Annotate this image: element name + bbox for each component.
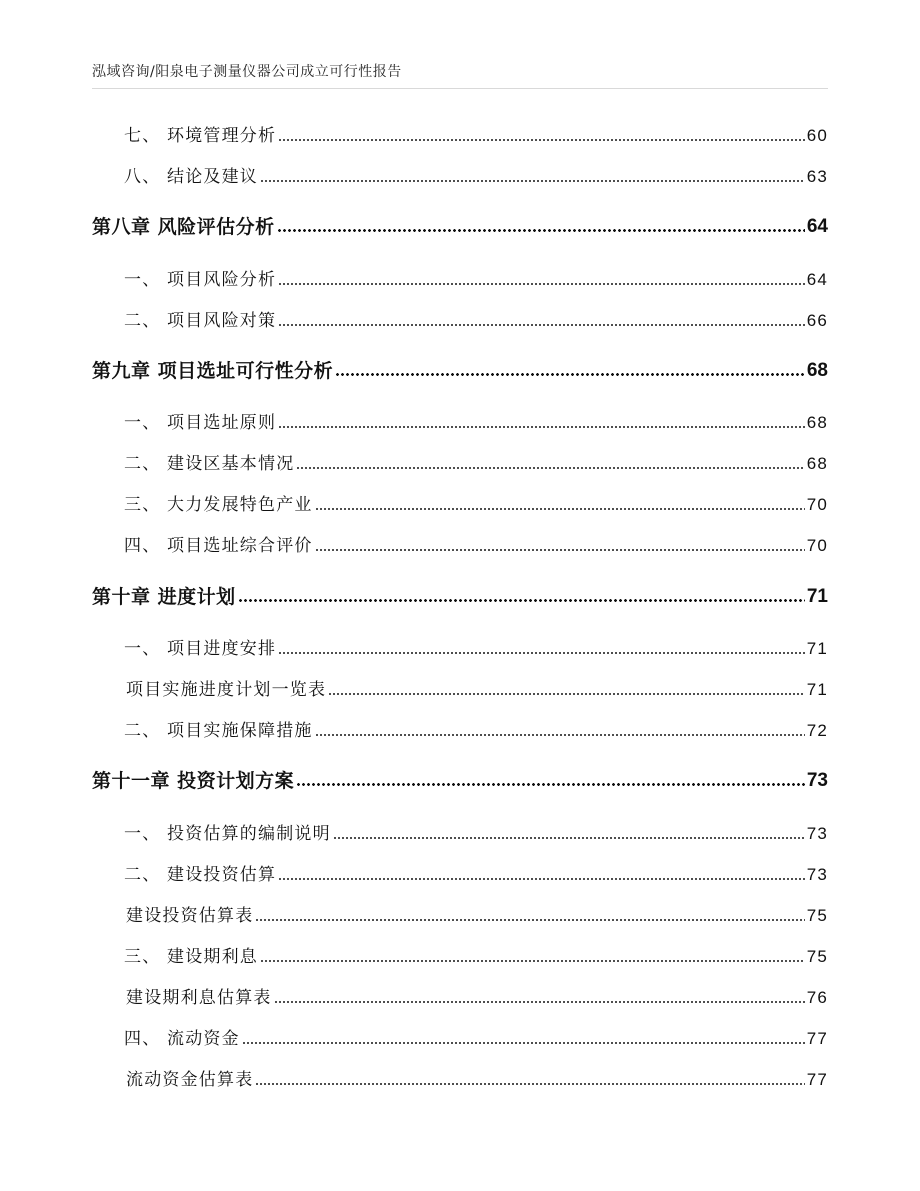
dot-leader: [277, 227, 805, 233]
toc-entry-page: 60: [806, 126, 828, 145]
toc-entry[interactable]: [92, 262, 828, 292]
toc-entry-label: 二、 项目风险对策: [124, 311, 277, 331]
toc-chapter[interactable]: [92, 210, 828, 240]
toc-entry[interactable]: [92, 980, 828, 1010]
toc-entry[interactable]: [92, 159, 828, 189]
toc-entry-page: 66: [806, 311, 828, 330]
dot-leader: [260, 177, 805, 183]
toc-entry-page: 68: [806, 454, 828, 473]
dot-leader: [333, 834, 805, 840]
toc-chapter-page: 68: [806, 360, 828, 381]
toc-chapter[interactable]: [92, 580, 828, 610]
toc-entry-page: 75: [806, 906, 828, 925]
dot-leader: [328, 690, 804, 696]
toc-entry-label: 一、 项目进度安排: [124, 639, 277, 659]
toc-entry-label: 三、 大力发展特色产业: [124, 495, 313, 515]
toc-chapter-page: 71: [806, 586, 828, 607]
toc-entry-page: 75: [806, 947, 828, 966]
toc-chapter-label: 第九章 项目选址可行性分析: [92, 360, 334, 382]
toc-entry[interactable]: [92, 816, 828, 846]
toc-chapter-page: 73: [806, 770, 828, 791]
toc-entry-page: 73: [806, 824, 828, 843]
dot-leader: [274, 998, 805, 1004]
toc-entry[interactable]: [92, 898, 828, 928]
dot-leader: [255, 916, 804, 922]
toc-entry-page: 71: [806, 680, 828, 699]
dot-leader: [278, 280, 804, 286]
toc-entry[interactable]: [92, 1062, 828, 1092]
toc-entry[interactable]: [92, 303, 828, 333]
toc-entry-page: 72: [806, 721, 828, 740]
dot-leader: [278, 136, 804, 142]
toc-entry[interactable]: [92, 446, 828, 476]
toc-entry[interactable]: [92, 405, 828, 435]
dot-leader: [278, 649, 804, 655]
toc-entry[interactable]: [92, 939, 828, 969]
toc-chapter[interactable]: [92, 764, 828, 794]
toc-entry[interactable]: [92, 487, 828, 517]
toc-entry-label: 八、 结论及建议: [124, 167, 259, 187]
toc-entry-label: 四、 流动资金: [124, 1029, 240, 1049]
toc-entry[interactable]: [92, 1021, 828, 1051]
toc-entry-label: 一、 投资估算的编制说明: [124, 824, 331, 844]
dot-leader: [278, 875, 804, 881]
dot-leader: [335, 371, 805, 377]
toc-entry-label: 流动资金估算表: [126, 1070, 254, 1090]
toc-entry-page: 63: [806, 167, 828, 186]
dot-leader: [278, 321, 804, 327]
toc-entry-page: 70: [806, 495, 828, 514]
toc-entry-label: 一、 项目选址原则: [124, 413, 277, 433]
toc-entry-label: 建设投资估算表: [126, 906, 254, 926]
dot-leader: [315, 731, 805, 737]
toc-entry-label: 建设期利息估算表: [126, 988, 272, 1008]
page-header: 泓域咨询/阳泉电子测量仪器公司成立可行性报告: [92, 64, 402, 80]
toc-entry-page: 71: [806, 639, 828, 658]
toc-chapter-label: 第十一章 投资计划方案: [92, 770, 295, 792]
toc-entry-label: 二、 建设区基本情况: [124, 454, 295, 474]
toc-chapter-label: 第十章 进度计划: [92, 586, 236, 608]
toc-entry-label: 二、 项目实施保障措施: [124, 721, 313, 741]
toc-entry-page: 64: [806, 270, 828, 289]
toc-entry-page: 77: [806, 1070, 828, 1089]
toc-entry-label: 七、 环境管理分析: [124, 126, 277, 146]
toc-entry[interactable]: [92, 528, 828, 558]
dot-leader: [315, 505, 805, 511]
dot-leader: [296, 781, 805, 787]
toc-entry[interactable]: [92, 631, 828, 661]
toc-entry[interactable]: [92, 713, 828, 743]
toc-entry-page: 76: [806, 988, 828, 1007]
toc-entry-page: 77: [806, 1029, 828, 1048]
toc-chapter-page: 64: [806, 216, 828, 237]
toc-entry-label: 三、 建设期利息: [124, 947, 259, 967]
toc-entry[interactable]: [92, 672, 828, 702]
toc-entry-page: 73: [806, 865, 828, 884]
toc-entry-label: 二、 建设投资估算: [124, 865, 277, 885]
dot-leader: [255, 1080, 804, 1086]
toc-entry-page: 70: [806, 536, 828, 555]
toc-chapter-label: 第八章 风险评估分析: [92, 216, 275, 238]
dot-leader: [238, 597, 805, 603]
toc-entry[interactable]: [92, 857, 828, 887]
dot-leader: [260, 957, 805, 963]
dot-leader: [296, 464, 804, 470]
toc-entry[interactable]: [92, 118, 828, 148]
toc-chapter[interactable]: [92, 354, 828, 384]
toc-entry-label: 四、 项目选址综合评价: [124, 536, 313, 556]
dot-leader: [315, 546, 805, 552]
toc-entry-label: 一、 项目风险分析: [124, 270, 277, 290]
dot-leader: [278, 423, 804, 429]
toc-entry-page: 68: [806, 413, 828, 432]
toc-entry-label: 项目实施进度计划一览表: [126, 680, 327, 700]
dot-leader: [242, 1039, 805, 1045]
